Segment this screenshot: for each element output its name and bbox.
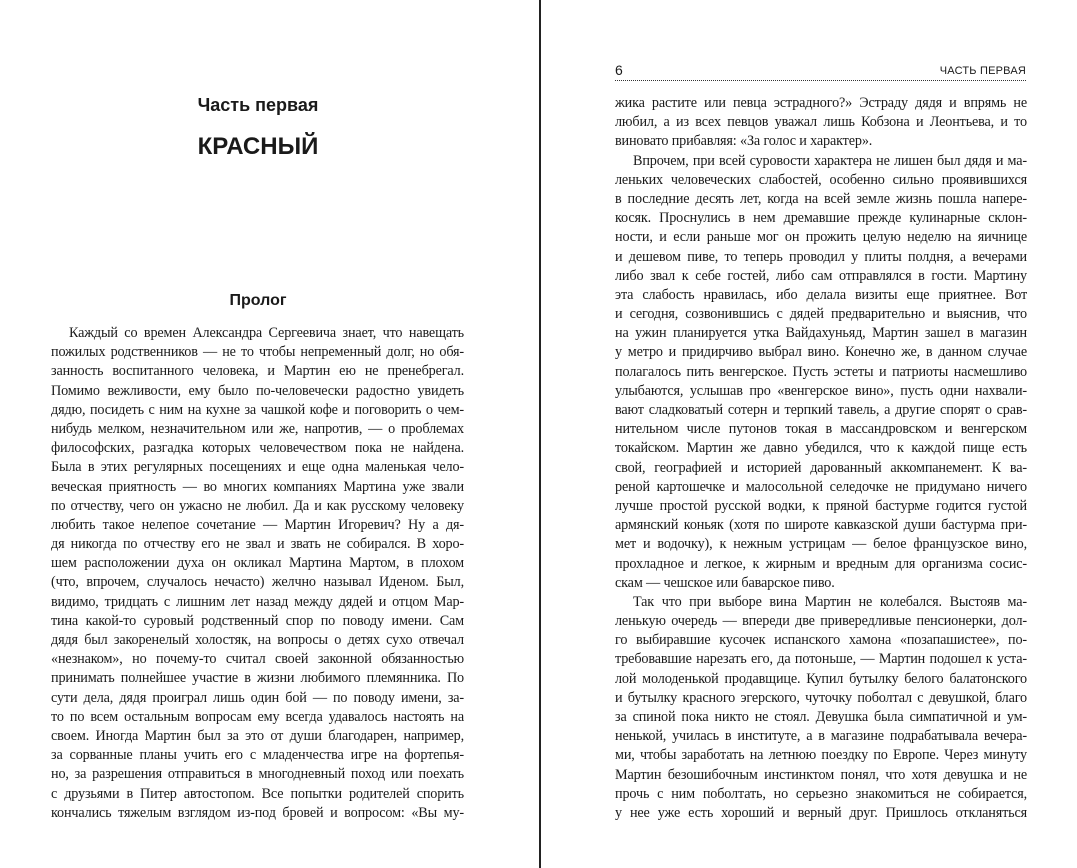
text-line: любить такое нелепое сочетание — Мартин Игоревич? Ну а дя- bbox=[51, 516, 464, 533]
text-line: лой молоденькой продавщице. Купил бутылку белого балатонского bbox=[615, 670, 1027, 687]
text-line: Помимо вежливости, ему было по-человечески радостно увидеть bbox=[51, 382, 464, 399]
text-line: ности, и если раньше мог он прожить целую неделю на яичнице bbox=[615, 229, 1027, 246]
text-line: скам — чешское или баварское пиво. bbox=[615, 574, 835, 591]
running-head bbox=[615, 62, 1026, 81]
text-line: улыбаются, услышав про «венгерское вино», пусть одни нахвали- bbox=[615, 382, 1027, 399]
text-line: токайском. Мартин же давно убедился, что к каждой пище есть bbox=[615, 440, 1027, 457]
text-line: Мартин безошибочным инстинктом понял, что хотя девушка и не bbox=[615, 766, 1027, 783]
text-line: принимать полнейшее участие в жизни любимого племянника. По bbox=[51, 670, 464, 687]
text-line: нибудь мелком, незначительном или же, напротив, — о проблемах bbox=[51, 420, 464, 437]
text-line: армянский коньяк (хотя по широте кавказской души бастурма при- bbox=[615, 517, 1027, 534]
text-line: занность воспитанного человека, и Мартин ею не пренебрегал. bbox=[51, 363, 464, 380]
text-line: дядю, посидеть с ним на кухне за чашкой кофе и поговорить о чем- bbox=[51, 401, 464, 418]
text-line: Каждый со времен Александра Сергеевича знает, что навещать bbox=[69, 325, 464, 341]
part-title: КРАСНЫЙ bbox=[197, 133, 319, 160]
text-line: эта слабость нравилась, ибо делала визиты еще приятнее. Вот bbox=[615, 286, 1027, 303]
text-line: то по всем остальным вопросам ему всегда удавалось настоять на bbox=[51, 708, 464, 725]
text-line: либо звал к себе гостей, либо сам отправлялся в гости. Мартину bbox=[615, 267, 1027, 284]
text-line: кончались тяжелым взглядом из-под бровей и вопросом: «Вы му- bbox=[51, 804, 464, 821]
text-line: виновато прибавляя: «За голос и характер». bbox=[615, 133, 873, 150]
text-line: ненькой, училась в институте, а в магазине подрабатывала вечера- bbox=[615, 728, 1027, 745]
text-line: Так что при выборе вина Мартин не колебался. Выстояв ма- bbox=[633, 593, 1027, 610]
text-line: леньких человеческих слабостей, особенно сильно проявившихся bbox=[615, 171, 1027, 188]
text-line: за сорванные планы учить его с младенчества игре на фортепья- bbox=[51, 747, 464, 764]
right-page-body-text bbox=[615, 94, 1027, 823]
right-page bbox=[541, 0, 1077, 868]
text-line: и сегодня, созвонившись с дядей предварительно и выяснив, что bbox=[615, 306, 1027, 323]
text-line: (что, впрочем, случалось нечасто) желчно называл Иденом. Был, bbox=[51, 574, 464, 591]
text-line: на ужин планируется утка Вайдахуньяд, Мартин зашел в магазин bbox=[615, 325, 1027, 342]
text-line: дя никогда по отчеству его не звал и звать не собирался. В хоро- bbox=[51, 536, 464, 553]
text-line: у нее уже есть хороший и верный друг. Пришлось откланяться bbox=[615, 804, 1027, 821]
text-line: го выбиравшие кусочек испанского хамона «позапашистее», по- bbox=[615, 632, 1027, 649]
text-line: дядя был закоренелый холостяк, на вопросы о детях сухо отвечал bbox=[51, 632, 464, 648]
text-line: вают сладковатый сотерн и терпкий тавель, а другие спорят о срав- bbox=[615, 402, 1027, 418]
text-line: ленькую очередь — впереди две привередливые пенсионерки, дол- bbox=[615, 613, 1027, 630]
page-number: 6 bbox=[615, 62, 623, 78]
running-head-title: ЧАСТЬ ПЕРВАЯ bbox=[939, 65, 1026, 77]
text-line: у метро и придирчиво выбрал вино. Конечно же, в данном случае bbox=[615, 344, 1027, 361]
text-line: в последние десять лет, когда на всей земле жизнь пошла напере- bbox=[615, 190, 1027, 207]
text-line: прочь с ним поболтать, но серьезно знакомиться не собирается, bbox=[615, 785, 1027, 802]
text-line: пожилых родственников — не то чтобы непременный долг, но обя- bbox=[51, 344, 464, 361]
text-line: по отчеству, чего он ужасно не любил. Да и как русскому человеку bbox=[51, 497, 464, 514]
text-line: косяк. Проснулись в нем дремавшие прежде кулинарные склон- bbox=[615, 210, 1027, 227]
text-line: за спиной пока никто не стоял. Девушка была симпатичной и ум- bbox=[615, 709, 1027, 725]
text-line: сути дела, дядя проиграл лишь один бой — по поводу имени, за- bbox=[51, 689, 464, 706]
prologue-title: Пролог bbox=[229, 292, 287, 309]
text-line: требовавшие нарезать его, да потоньше, — Мартин подошел к уста- bbox=[615, 651, 1027, 668]
text-line: жика растите или певца эстрадного?» Эстраду дядя и впрямь не bbox=[615, 95, 1027, 111]
text-line: и бутылку красного эгерского, чуточку поболтал с девушкой, благо bbox=[615, 689, 1027, 706]
text-line: лучше простой русской водки, к пряной бастурме годится густой bbox=[615, 497, 1027, 514]
text-line: «незнаком», но почему-то считал своей законной обязанностью bbox=[51, 651, 464, 668]
text-line: реной картошечке и малосольной селедочке не придумано ничего bbox=[615, 478, 1027, 495]
part-label: Часть первая bbox=[197, 95, 319, 115]
text-line: полагалось пить венгерское. Пусть эстеты и патриоты насмешливо bbox=[615, 363, 1027, 380]
text-line: тина какой-то суровый родственный спор по поводу имени. Сам bbox=[51, 612, 464, 629]
left-page-body-text bbox=[51, 324, 464, 823]
text-line: свой, географией и историей дарованный аккомпанемент. К ва- bbox=[615, 459, 1027, 476]
text-line: Была в этих регулярных посещениях и еще одна маленькая чело- bbox=[51, 459, 464, 476]
text-line: нительном числе путонов токая в массандровском и венгерском bbox=[615, 421, 1027, 438]
text-line: веческая приятность — во многих компаниях Мартина уже звали bbox=[51, 478, 464, 495]
text-line: шем расположении духа он окликал Мартина Мартом, в плохом bbox=[51, 555, 464, 572]
text-line: прохладное и легкое, к жирным и вредным для организма сосис- bbox=[615, 555, 1027, 572]
text-line: и дешевом пиве, то теперь проводил у плиты полдня, а вечерами bbox=[615, 248, 1027, 265]
text-line: философских, разгадка которых человечеством пока не найдена. bbox=[51, 440, 464, 457]
text-line: видимо, тридцать с лишним лет назад между дядей и отцом Мар- bbox=[51, 593, 464, 610]
text-line: но, за разрешения отправиться в многодневный поход или поехать bbox=[51, 766, 464, 783]
text-line: мет и водочку), к нежным устрицам — белое французское вино, bbox=[615, 536, 1027, 553]
text-line: своем. Иногда Мартин был за это от души благодарен, например, bbox=[51, 727, 464, 744]
text-line: с друзьями в Питер автостопом. Все попытки родителей спорить bbox=[51, 785, 464, 802]
text-line: ми, чтобы заработать на летнюю поездку по Европе. Через минуту bbox=[615, 747, 1027, 764]
text-line: Впрочем, при всей суровости характера не лишен был дядя и ма- bbox=[633, 152, 1027, 169]
text-line: любил, а из всех певцов уважал лишь Кобзона и Леонтьева, и то bbox=[615, 114, 1027, 131]
